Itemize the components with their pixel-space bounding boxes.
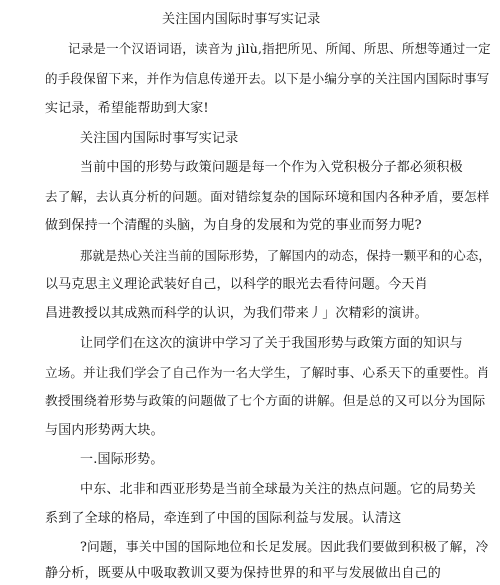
paragraph-line: 以马克思主义理论武装好自己，以科学的眼光去看待问题。今天肖 bbox=[45, 277, 428, 292]
paragraph-line: 的手段保留下来，并作为信息传递开去。以下是小编分享的关注国内国际时事写 bbox=[45, 71, 490, 86]
paragraph-line: 系到了全球的格局，牵连到了中国的国际利益与发展。认清这 bbox=[45, 511, 402, 526]
paragraph-line: 静分析，既要从中吸取教训又要为保持世界的和平与发展做出自己的 bbox=[45, 566, 442, 581]
paragraph-line: 去了解，去认真分析的问题。面对错综复杂的国际环境和国内各种矛盾，要怎样 bbox=[45, 189, 490, 204]
paragraph-line: 立场。并让我们学会了自己作为一名大学生，了解时事、心系天下的重要性。肖 bbox=[45, 365, 490, 380]
section-heading: 一.国际形势。 bbox=[80, 452, 164, 467]
section-heading: 关注国内国际时事写实记录 bbox=[80, 131, 239, 146]
paragraph-line: 昌进教授以其成熟而科学的认识，为我们带来丿」次精彩的演讲。 bbox=[45, 306, 428, 321]
paragraph-line: 让同学们在这次的演讲中学习了关于我国形势与政策方面的知识与 bbox=[80, 336, 463, 351]
paragraph-line: 教授围绕着形势与政策的问题做了七个方面的讲解。但是总的又可以分为国际 bbox=[45, 394, 486, 409]
paragraph-line: 做到保持一个清醒的头脑，为自身的发展和为党的事业而努力呢? bbox=[45, 218, 422, 233]
paragraph-line: 那就是热心关注当前的国际形势，了解国内的动态，保持一颗平和的心态， bbox=[80, 249, 491, 263]
paragraph-line: 当前中国的形势与政策问题是每一个作为入党积极分子都必须积极 bbox=[80, 160, 463, 175]
paragraph-line: 实记录，希望能帮助到大家! bbox=[45, 101, 209, 116]
paragraph-line: 记录是一个汉语词语，读音为 jìlù,指把所见、所闻、所思、所想等通过一定 bbox=[68, 41, 491, 56]
paragraph-line: 中东、北非和西亚形势是当前全球最为关注的热点问题。它的局势关 bbox=[80, 482, 477, 497]
paragraph-line: ?问题，事关中国的国际地位和长足发展。因此我们要做到积极了解，冷 bbox=[80, 540, 489, 555]
document-title: 关注国内国际时事写实记录 bbox=[162, 12, 321, 27]
paragraph-line: 与国内形势两大块。 bbox=[45, 423, 164, 438]
